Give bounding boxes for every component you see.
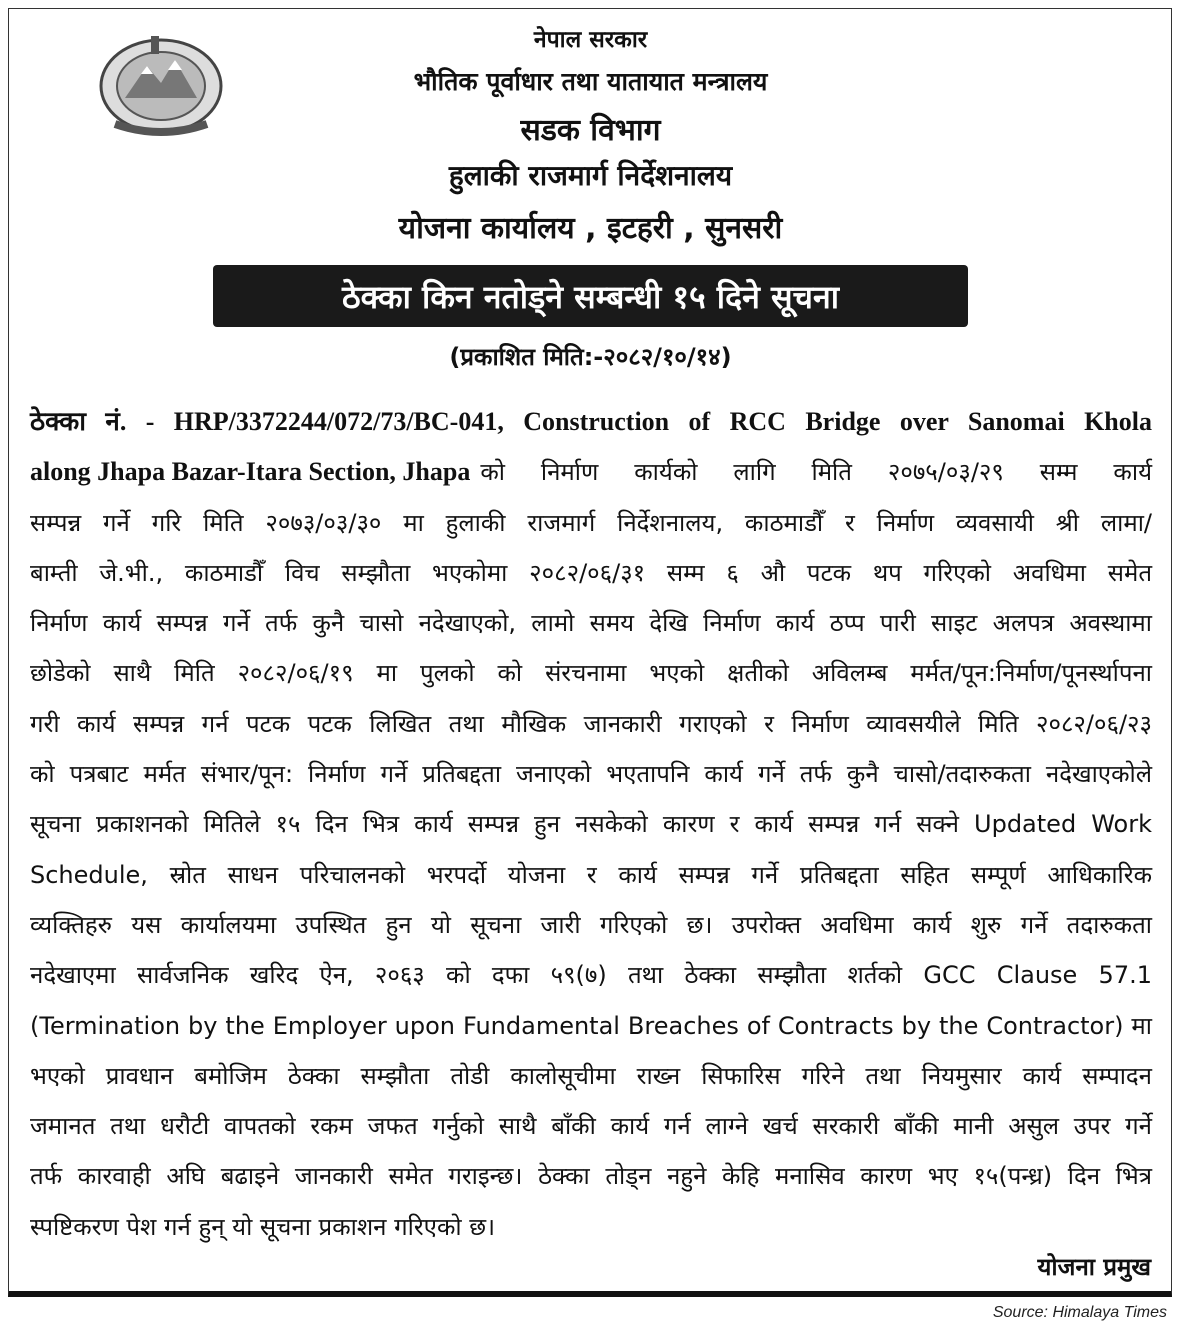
body-line [30, 1154, 1152, 1204]
body-line [30, 1004, 1152, 1054]
body-line [30, 400, 1152, 450]
body-line-text: Schedule, स्रोत साधन परिचालनको भरपर्दो योजना र कार्य सम्पन्न गर्ने प्रतिबद्दता सहित सम्पूर्ण आधिकारिक [30, 860, 1152, 889]
notice-body [30, 400, 1152, 1255]
header-government: नेपाल सरकार [533, 27, 648, 53]
body-line-text: जमानत तथा धरौटी वापतको रकम जफत गर्नुको साथै बाँकी कार्य गर्न लाग्ने खर्च सरकारी बाँकी मानी असुल उपर गर्ने [30, 1112, 1152, 1141]
body-line [30, 1205, 1152, 1255]
body-line [30, 501, 1152, 551]
notice-title: ठेक्का किन नतोड्ने सम्बन्धी १५ दिने सूचना [213, 265, 968, 327]
body-line [30, 1104, 1152, 1154]
body-line [30, 1054, 1152, 1104]
body-line [30, 903, 1152, 953]
signature: योजना प्रमुख [1037, 1253, 1151, 1281]
body-line [30, 853, 1152, 903]
body-line-text: तर्फ कारवाही अघि बढाइने जानकारी समेत गराइन्छ। ठेक्का तोड्न नहुने केहि मनासिव कारण भए १५(पन्ध्र) दिन भित्र [30, 1162, 1152, 1191]
body-line-text: (Termination by the Employer upon Fundamental Breaches of Contracts by the Contractor) मा [30, 1011, 1152, 1040]
body-line-text: भएको प्रावधान बमोजिम ठेक्का सम्झौता तोडी कालोसूचीमा राख्न सिफारिस गरिने तथा नियमुसार कार्य सम्पादन [30, 1061, 1152, 1090]
body-line-text: बाम्ती जे.भी., काठमाडौँ विच सम्झौता भएकोमा २०८२/०६/३१ सम्म ६ औ पटक थप गरिएको अवधिमा समेत [30, 558, 1152, 587]
body-line-text: को पत्रबाट मर्मत संभार/पून: निर्माण गर्ने प्रतिबद्दता जनाएको भएतापनि कार्य गर्ने तर्फ कुनै चासो/तदारुकता नदेखाएकोले [30, 760, 1152, 789]
body-line [30, 702, 1152, 752]
body-line [30, 752, 1152, 802]
header-directorate: हुलाकी राजमार्ग निर्देशनालय [448, 159, 733, 192]
header-department: सडक विभाग [520, 113, 661, 148]
published-date: (प्रकाशित मिति:-२०८२/१०/१४) [449, 343, 732, 371]
body-line-text: गरी कार्य सम्पन्न गर्न पटक पटक लिखित तथा मौखिक जानकारी गराएको र निर्माण व्यावसयीले मिति २०८२/०६/२३ [30, 709, 1152, 738]
body-lines [30, 501, 1152, 1255]
body-line [30, 802, 1152, 852]
header-ministry: भौतिक पूर्वाधार तथा यातायात मन्त्रालय [413, 67, 768, 96]
body-line-text: छोडेको साथै मिति २०८२/०६/१९ मा पुलको को संरचनामा भएको क्षतीको अविलम्ब मर्मत/पून:निर्माण/पूनर्स्थापना [30, 659, 1152, 688]
body-line-text: को निर्माण कार्यको लागि मिति २०७५/०३/२९ सम्म कार्य [480, 458, 1152, 487]
body-line-text: व्यक्तिहरु यस कार्यालयमा उपस्थित हुन यो सूचना जारी गरिएको छ। उपरोक्त अवधिमा कार्य शुरु गर्ने तदारुकता [30, 910, 1152, 939]
contract-number-text: ठेक्का नं. - HRP/3372244/072/73/BC-041, Construction of RCC Bridge over Sanomai Khola [30, 407, 1152, 436]
header-office: योजना कार्यालय , इटहरी , सुनसरी [398, 211, 783, 246]
body-line-text: सूचना प्रकाशनको मितिले १५ दिन भित्र कार्य सम्पन्न हुन नसकेको कारण र कार्य सम्पन्न गर्न सक्ने Updated Work [30, 810, 1152, 839]
body-line [30, 953, 1152, 1003]
body-line-text: नदेखाएमा सार्वजनिक खरिद ऐन, २०६३ को दफा ५९(७) तथा ठेक्का सम्झौता शर्तको GCC Clause 57.1 [30, 961, 1152, 990]
body-line-text: स्पष्टिकरण पेश गर्न हुन् यो सूचना प्रकाशन गरिएको छ। [30, 1212, 496, 1241]
contract-location-text: along Jhapa Bazar-Itara Section, Jhapa [30, 457, 471, 487]
body-line-text: निर्माण कार्य सम्पन्न गर्ने तर्फ कुनै चासो नदेखाएको, लामो समय देखि निर्माण कार्य ठप्प पारी साइट अलपत्र अवस्थामा [30, 609, 1152, 638]
source-credit: Source: Himalaya Times [992, 1304, 1167, 1321]
body-line [30, 651, 1152, 701]
body-line [30, 551, 1152, 601]
body-line [30, 450, 1152, 500]
body-line [30, 601, 1152, 651]
body-line-text: सम्पन्न गर्ने गरि मिति २०७३/०३/३० मा हुलाकी राजमार्ग निर्देशनालय, काठमाडौँ र निर्माण व्यवसायी श्री लामा/ [30, 508, 1152, 537]
